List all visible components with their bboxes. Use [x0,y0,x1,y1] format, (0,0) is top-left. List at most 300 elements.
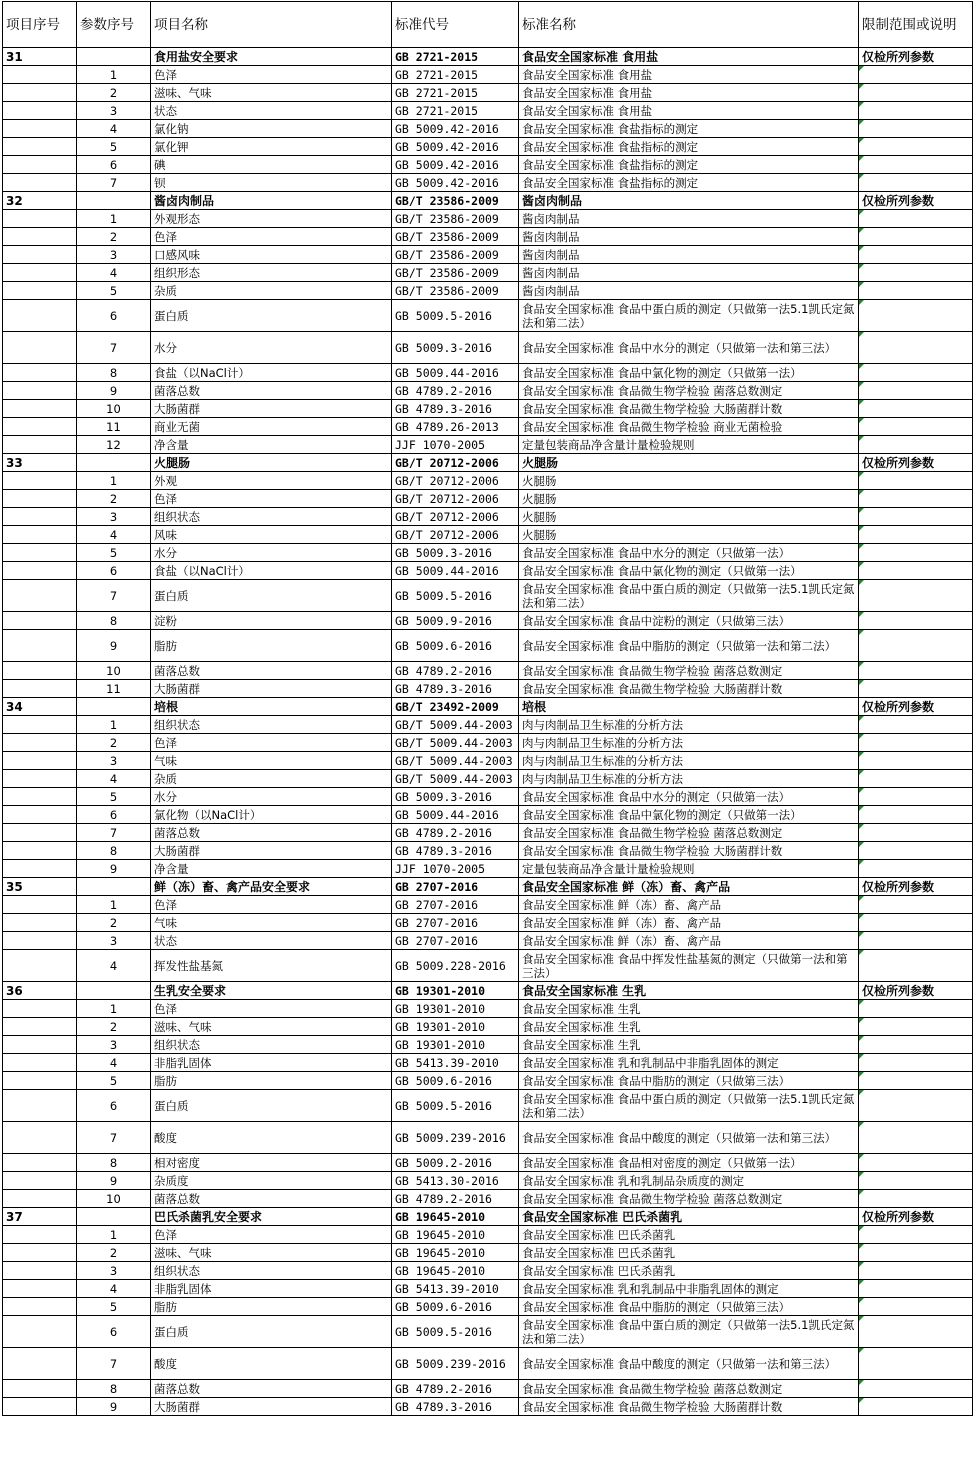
standard-name: 食品安全国家标准 食盐指标的测定 [519,174,859,192]
param-number: 5 [77,1298,151,1316]
param-row [3,436,973,454]
item-number [3,418,77,436]
param-name: 组织状态 [151,716,392,734]
standard-code: GB 2721-2015 [392,102,519,120]
param-number: 2 [77,734,151,752]
param-number [77,192,151,210]
param-row [3,1054,973,1072]
param-number: 1 [77,716,151,734]
standard-code: GB 19301-2010 [392,1000,519,1018]
standard-name: 食品安全国家标准 食盐指标的测定 [519,138,859,156]
param-row [3,1000,973,1018]
param-row [3,752,973,770]
cell-comment-marker [859,950,864,955]
standard-code: JJF 1070-2005 [392,436,519,454]
param-row [3,680,973,698]
standard-name: 食品安全国家标准 食品中氯化物的测定（只做第一法） [519,562,859,580]
param-name: 杂质 [151,770,392,788]
param-name: 色泽 [151,1226,392,1244]
standard-code: GB 4789.2-2016 [392,662,519,680]
item-number: 31 [3,48,77,66]
limit-note [859,508,973,526]
param-number: 2 [77,228,151,246]
param-name: 菌落总数 [151,1380,392,1398]
param-number: 10 [77,1190,151,1208]
param-row [3,806,973,824]
param-number: 3 [77,246,151,264]
standard-code: GB 5009.6-2016 [392,1298,519,1316]
standard-name: 食品安全国家标准 食用盐 [519,102,859,120]
standard-name: 食品安全国家标准 食品中脂肪的测定（只做第一法和第二法） [519,630,859,662]
param-number: 12 [77,436,151,454]
param-number: 9 [77,382,151,400]
limit-note [859,192,973,210]
param-number: 5 [77,544,151,562]
cell-comment-marker [859,1226,864,1231]
standard-code: GB/T 20712-2006 [392,508,519,526]
param-number: 2 [77,914,151,932]
item-number [3,1090,77,1122]
item-number [3,562,77,580]
standard-name: 食品安全国家标准 食品微生物学检验 菌落总数测定 [519,1380,859,1398]
param-number: 9 [77,630,151,662]
item-number [3,472,77,490]
cell-comment-marker [859,1054,864,1059]
param-number: 10 [77,400,151,418]
cell-comment-marker [859,580,864,585]
param-name: 外观形态 [151,210,392,228]
limit-note [859,84,973,102]
standard-name: 肉与肉制品卫生标准的分析方法 [519,716,859,734]
param-name: 非脂乳固体 [151,1280,392,1298]
param-number: 4 [77,526,151,544]
param-row [3,490,973,508]
param-number: 6 [77,806,151,824]
standard-name: 食品安全国家标准 食品中水分的测定（只做第一法和第三法） [519,332,859,364]
param-number: 1 [77,66,151,84]
param-row [3,662,973,680]
header-row [3,2,973,48]
standard-code: GB 2721-2015 [392,48,519,66]
item-number [3,138,77,156]
param-row [3,1090,973,1122]
standard-name: 食品安全国家标准 食品中氯化物的测定（只做第一法） [519,364,859,382]
item-number: 34 [3,698,77,716]
param-name: 滋味、气味 [151,1244,392,1262]
limit-note-text: 仅检所列参数 [862,193,935,208]
param-number: 1 [77,210,151,228]
param-number [77,982,151,1000]
param-name: 蛋白质 [151,580,392,612]
header-item-no: 项目序号 [3,2,77,48]
limit-note [859,1398,973,1416]
param-name: 食盐（以NaCl计） [151,562,392,580]
param-number: 7 [77,1348,151,1380]
item-number [3,300,77,332]
param-number [77,1208,151,1226]
item-number [3,734,77,752]
param-row [3,788,973,806]
cell-comment-marker [859,1072,864,1077]
standard-name: 食品安全国家标准 食品中挥发性盐基氮的测定（只做第一法和第三法） [519,950,859,982]
param-number: 3 [77,1036,151,1054]
item-number [3,400,77,418]
param-name: 菌落总数 [151,662,392,680]
limit-note [859,1226,973,1244]
table-body [3,48,973,1416]
param-name: 组织状态 [151,1262,392,1280]
param-name: 气味 [151,752,392,770]
standard-name: 食品安全国家标准 生乳 [519,1000,859,1018]
cell-comment-marker [859,1348,864,1353]
standard-code: GB 5009.3-2016 [392,332,519,364]
standard-code: GB 5009.44-2016 [392,562,519,580]
standard-code: GB/T 5009.44-2003 [392,716,519,734]
standard-name: 食品安全国家标准 食用盐 [519,84,859,102]
standard-code: GB 19301-2010 [392,1036,519,1054]
cell-comment-marker [859,400,864,405]
param-name: 脂肪 [151,630,392,662]
limit-note [859,1348,973,1380]
limit-note [859,1316,973,1348]
standard-name: 火腿肠 [519,526,859,544]
param-name: 滋味、气味 [151,1018,392,1036]
standard-code: GB 5009.2-2016 [392,1154,519,1172]
param-row [3,860,973,878]
item-number [3,156,77,174]
standard-code: GB 19645-2010 [392,1244,519,1262]
param-row [3,332,973,364]
limit-note [859,806,973,824]
param-number: 6 [77,300,151,332]
limit-note-text: 仅检所列参数 [862,455,935,470]
standard-code: GB 5009.239-2016 [392,1122,519,1154]
header-standard-name: 标准名称 [519,2,859,48]
cell-comment-marker [859,1122,864,1127]
cell-comment-marker [859,418,864,423]
cell-comment-marker [859,806,864,811]
param-name: 口感风味 [151,246,392,264]
item-number [3,1000,77,1018]
param-number: 7 [77,332,151,364]
standard-code: GB/T 20712-2006 [392,454,519,472]
standard-code: GB 4789.3-2016 [392,842,519,860]
item-number [3,210,77,228]
param-number: 5 [77,1072,151,1090]
item-number [3,102,77,120]
param-number: 2 [77,1018,151,1036]
cell-comment-marker [859,824,864,829]
param-name: 色泽 [151,1000,392,1018]
param-row [3,1348,973,1380]
limit-note [859,878,973,896]
item-number [3,1348,77,1380]
item-number [3,228,77,246]
limit-note-text: 仅检所列参数 [862,879,935,894]
param-name: 大肠菌群 [151,400,392,418]
param-name: 淀粉 [151,612,392,630]
item-number [3,1380,77,1398]
standard-name: 食品安全国家标准 食品相对密度的测定（只做第一法） [519,1154,859,1172]
standard-name: 食品安全国家标准 食品微生物学检验 大肠菌群计数 [519,1398,859,1416]
limit-note [859,1000,973,1018]
limit-note [859,1298,973,1316]
group-row [3,982,973,1000]
param-number: 9 [77,1172,151,1190]
param-row [3,418,973,436]
item-number [3,950,77,982]
param-number: 7 [77,1122,151,1154]
standard-name: 火腿肠 [519,508,859,526]
standard-code: GB 19301-2010 [392,1018,519,1036]
header-standard-code: 标准代号 [392,2,519,48]
limit-note [859,156,973,174]
limit-note [859,246,973,264]
item-number [3,580,77,612]
param-name: 氯化钾 [151,138,392,156]
param-number: 11 [77,680,151,698]
standard-name: 食品安全国家标准 食品中淀粉的测定（只做第三法） [519,612,859,630]
item-number: 37 [3,1208,77,1226]
item-name: 巴氏杀菌乳安全要求 [151,1208,392,1226]
param-row [3,842,973,860]
standard-code: GB/T 23586-2009 [392,246,519,264]
param-name: 杂质度 [151,1172,392,1190]
group-row [3,454,973,472]
limit-note [859,138,973,156]
item-number [3,612,77,630]
cell-comment-marker [859,1000,864,1005]
param-row [3,508,973,526]
standard-code: GB 5009.42-2016 [392,138,519,156]
standard-name: 食品安全国家标准 食品中蛋白质的测定（只做第一法5.1凯氏定氮法和第二法） [519,300,859,332]
item-number [3,332,77,364]
param-name: 状态 [151,932,392,950]
standard-code: GB 2707-2016 [392,878,519,896]
param-number: 6 [77,1316,151,1348]
limit-note [859,436,973,454]
standard-code: GB 4789.3-2016 [392,400,519,418]
standard-name: 酱卤肉制品 [519,192,859,210]
param-row [3,156,973,174]
param-number: 1 [77,1000,151,1018]
limit-note [859,982,973,1000]
cell-comment-marker [859,716,864,721]
param-row [3,66,973,84]
standard-code: GB 4789.2-2016 [392,824,519,842]
param-number [77,698,151,716]
cell-comment-marker [859,1316,864,1321]
param-name: 色泽 [151,66,392,84]
standard-name: 火腿肠 [519,490,859,508]
item-number [3,770,77,788]
param-row [3,228,973,246]
param-name: 外观 [151,472,392,490]
param-name: 碘 [151,156,392,174]
standard-code: GB 5009.6-2016 [392,630,519,662]
param-name: 菌落总数 [151,824,392,842]
cell-comment-marker [859,1190,864,1195]
item-number [3,1262,77,1280]
limit-note [859,842,973,860]
limit-note [859,770,973,788]
group-row [3,878,973,896]
limit-note [859,332,973,364]
param-row [3,1154,973,1172]
limit-note [859,1172,973,1190]
standard-name: 食品安全国家标准 食品中水分的测定（只做第一法） [519,544,859,562]
item-number [3,824,77,842]
standard-name: 食品安全国家标准 鲜（冻）畜、禽产品 [519,878,859,896]
param-row [3,1172,973,1190]
cell-comment-marker [859,544,864,549]
param-number: 8 [77,612,151,630]
param-row [3,1262,973,1280]
limit-note [859,1262,973,1280]
standard-name: 食品安全国家标准 鲜（冻）畜、禽产品 [519,932,859,950]
param-name: 酸度 [151,1122,392,1154]
cell-comment-marker [859,562,864,567]
cell-comment-marker [859,752,864,757]
standard-code: GB/T 23586-2009 [392,264,519,282]
item-number [3,364,77,382]
limit-note-text: 仅检所列参数 [862,699,935,714]
param-name: 脂肪 [151,1072,392,1090]
cell-comment-marker [859,228,864,233]
param-name: 钡 [151,174,392,192]
limit-note [859,1208,973,1226]
param-number: 5 [77,282,151,300]
standard-code: GB 4789.2-2016 [392,1380,519,1398]
standard-name: 食品安全国家标准 乳和乳制品中非脂乳固体的测定 [519,1280,859,1298]
limit-note [859,1054,973,1072]
cell-comment-marker [859,734,864,739]
limit-note [859,914,973,932]
item-number [3,860,77,878]
item-number: 32 [3,192,77,210]
limit-note [859,932,973,950]
item-number [3,680,77,698]
standard-name: 食品安全国家标准 食品微生物学检验 菌落总数测定 [519,662,859,680]
param-name: 非脂乳固体 [151,1054,392,1072]
param-name: 氯化物（以NaCl计） [151,806,392,824]
param-row [3,1072,973,1090]
limit-note [859,1090,973,1122]
param-row [3,1190,973,1208]
param-number: 2 [77,490,151,508]
param-number: 3 [77,508,151,526]
item-number [3,120,77,138]
standard-name: 食品安全国家标准 食品微生物学检验 大肠菌群计数 [519,842,859,860]
standard-code: GB/T 23492-2009 [392,698,519,716]
item-number [3,1244,77,1262]
standard-name: 火腿肠 [519,472,859,490]
standard-code: GB/T 23586-2009 [392,210,519,228]
param-row [3,950,973,982]
item-number [3,914,77,932]
limit-note [859,1190,973,1208]
param-number: 1 [77,1226,151,1244]
param-row [3,1298,973,1316]
standard-code: GB 5009.6-2016 [392,1072,519,1090]
param-row [3,580,973,612]
limit-note [859,1122,973,1154]
standard-code: GB/T 5009.44-2003 [392,734,519,752]
param-number: 2 [77,84,151,102]
item-number [3,264,77,282]
limit-note [859,580,973,612]
standard-name: 食品安全国家标准 食盐指标的测定 [519,156,859,174]
param-number: 3 [77,1262,151,1280]
cell-comment-marker [859,436,864,441]
standard-code: GB 4789.26-2013 [392,418,519,436]
cell-comment-marker [859,896,864,901]
standard-name: 食品安全国家标准 鲜（冻）畜、禽产品 [519,914,859,932]
item-number [3,508,77,526]
param-name: 风味 [151,526,392,544]
param-row [3,364,973,382]
limit-note-text: 仅检所列参数 [862,1209,935,1224]
limit-note [859,788,973,806]
param-name: 大肠菌群 [151,680,392,698]
item-number [3,1298,77,1316]
standard-name: 食品安全国家标准 食品微生物学检验 菌落总数测定 [519,824,859,842]
param-name: 大肠菌群 [151,842,392,860]
standard-code: GB 4789.3-2016 [392,680,519,698]
param-number: 5 [77,138,151,156]
limit-note [859,174,973,192]
limit-note [859,680,973,698]
cell-comment-marker [859,66,864,71]
param-name: 色泽 [151,896,392,914]
item-number [3,896,77,914]
item-number [3,932,77,950]
standard-name: 食品安全国家标准 食品微生物学检验 菌落总数测定 [519,382,859,400]
item-number [3,1154,77,1172]
standard-code: GB 5009.5-2016 [392,1090,519,1122]
param-row [3,1398,973,1416]
limit-note [859,454,973,472]
param-number: 9 [77,860,151,878]
param-name: 水分 [151,788,392,806]
param-number: 4 [77,950,151,982]
standard-name: 食品安全国家标准 巴氏杀菌乳 [519,1226,859,1244]
cell-comment-marker [859,264,864,269]
standard-name: 食品安全国家标准 食品中脂肪的测定（只做第三法） [519,1298,859,1316]
param-number [77,454,151,472]
cell-comment-marker [859,860,864,865]
item-number [3,1190,77,1208]
param-row [3,246,973,264]
standard-name: 酱卤肉制品 [519,210,859,228]
param-row [3,1380,973,1398]
standard-code: GB 2721-2015 [392,84,519,102]
cell-comment-marker [859,490,864,495]
standard-code: GB 4789.2-2016 [392,1190,519,1208]
param-name: 净含量 [151,436,392,454]
param-name: 蛋白质 [151,1090,392,1122]
header-item-name: 项目名称 [151,2,392,48]
param-row [3,1244,973,1262]
param-name: 组织状态 [151,1036,392,1054]
limit-note [859,120,973,138]
item-number [3,66,77,84]
cell-comment-marker [859,102,864,107]
item-name: 生乳安全要求 [151,982,392,1000]
param-row [3,472,973,490]
standard-name: 食品安全国家标准 生乳 [519,1018,859,1036]
limit-note [859,896,973,914]
